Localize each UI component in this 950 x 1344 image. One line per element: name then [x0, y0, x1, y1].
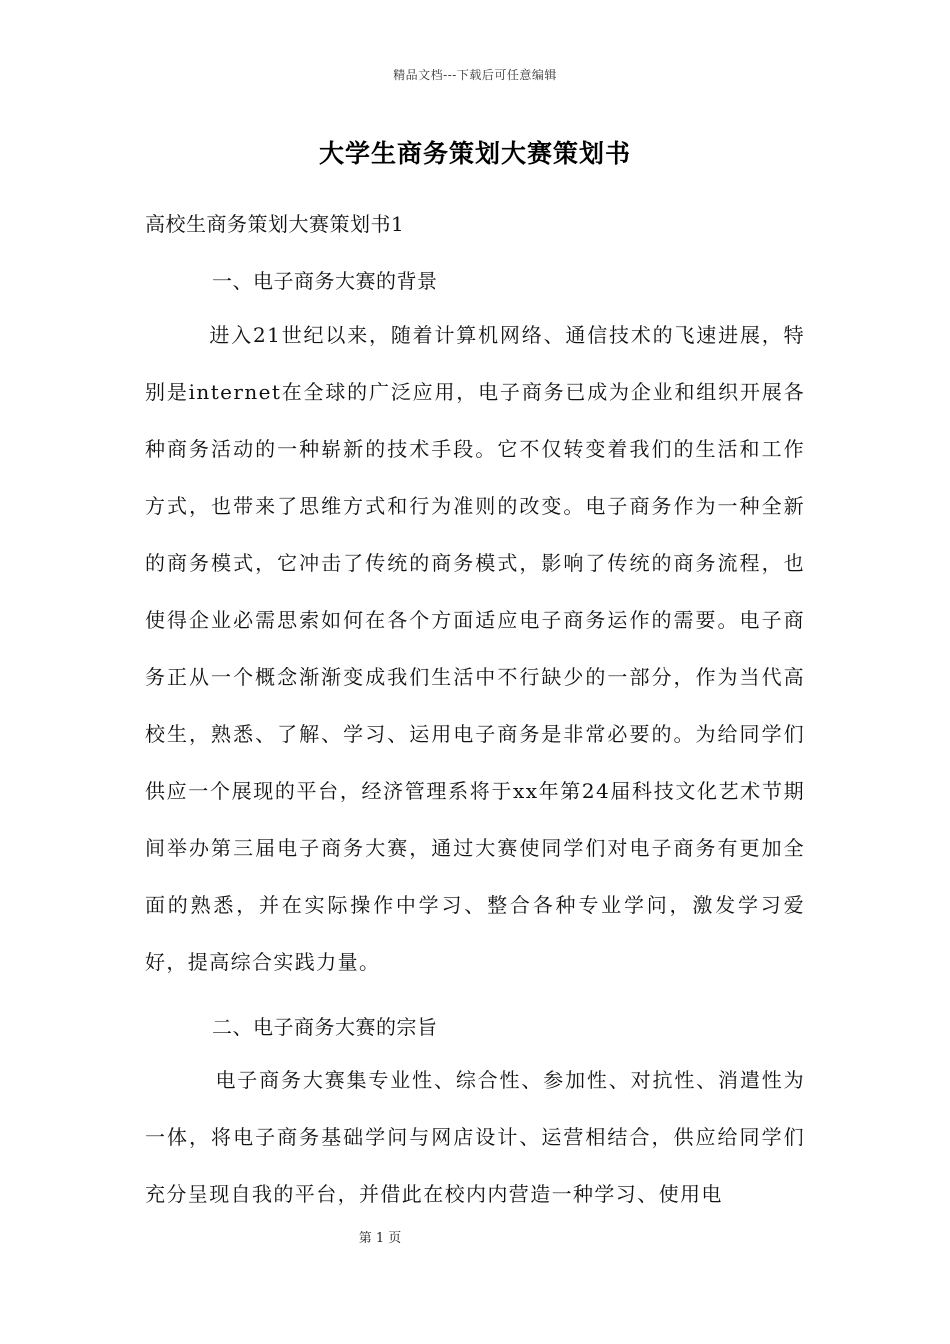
section-1-body — [145, 307, 805, 991]
page-number: 第 1 页 — [358, 1231, 402, 1246]
page-header: 精品文档---下载后可任意编辑 — [393, 68, 557, 82]
document-title: 大学生商务策划大赛策划书 — [318, 139, 631, 168]
section-2-heading: 二、电子商务大赛的宗旨 — [212, 1015, 438, 1039]
section-1-body-text: 进入21世纪以来，随着计算机网络、通信技术的飞速进展，特别是internet在全球的广泛应用，电子商务已成为企业和组织开展各种商务活动的一种崭新的技术手段。它不仅转变着我们的生活和工作方式，也带来了思维方式和行为准则的改变。电子商务作为一种全新的商务模式，它冲击了传统的商务模式，影响了传统的商务流程，也使得企业必需思索如何在各个方面适应电子商务运作的需要。电子商务正从一个概念渐渐变成我们生活中不行缺少的一部分，作为当代高校生，熟悉、了解、学习、运用电子商务是非常必要的。为给同学们供应一个展现的平台，经济管理系将于xx年第24届科技文化艺术节期间举办第三届电子商务大赛，通过大赛使同学们对电子商务有更加全面的熟悉，并在实际操作中学习、整合各种专业学问，激发学习爱好，提高综合实践力量。 — [145, 323, 805, 974]
section-2-body-text: 电子商务大赛集专业性、综合性、参加性、对抗性、消遣性为一体，将电子商务基础学问与网店设计、运营相结合，供应给同学们充分呈现自我的平台，并借此在校内内营造一种学习、使用电 — [145, 1068, 805, 1206]
section-2-body — [145, 1052, 805, 1223]
section-1-heading: 一、电子商务大赛的背景 — [212, 269, 438, 293]
document-subtitle: 高校生商务策划大赛策划书1 — [145, 212, 405, 236]
